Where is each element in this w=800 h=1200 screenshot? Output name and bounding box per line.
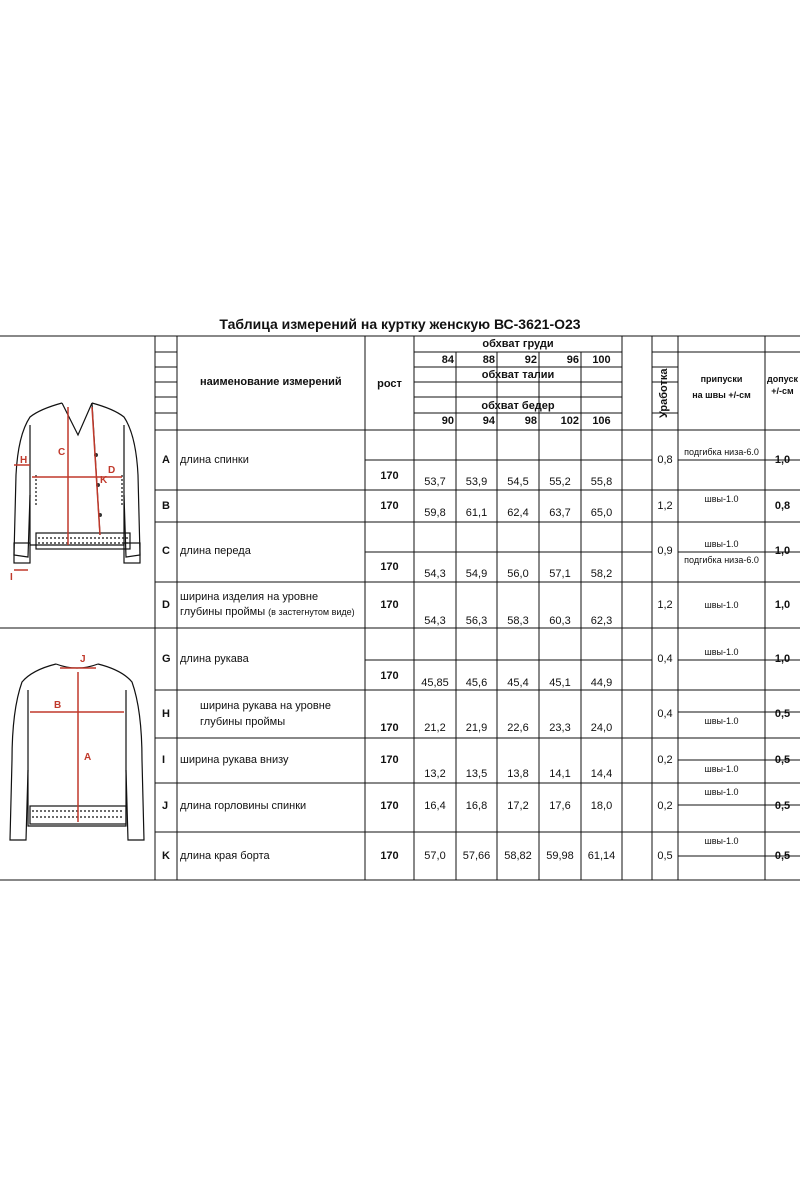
row-shrinkage: 0,4: [657, 653, 673, 665]
value-3: 58,82: [504, 850, 532, 862]
value-2: 16,8: [465, 800, 488, 812]
hip-size-90: 90: [441, 415, 454, 427]
header-shrinkage: Уработка: [658, 368, 670, 418]
value-2: 56,3: [465, 615, 488, 627]
label-B: B: [54, 700, 62, 711]
label-D: D: [108, 465, 116, 476]
row-code: D: [162, 599, 170, 611]
value-1: 53,7: [424, 476, 446, 488]
value-3: 45,4: [507, 677, 529, 689]
value-3: 62,4: [507, 507, 529, 519]
value-2: 21,9: [465, 722, 488, 734]
row-code: C: [162, 545, 170, 557]
header-tolerance-2: +/-см: [771, 386, 794, 396]
value-4: 45,1: [549, 677, 571, 689]
row-height: 170: [380, 470, 399, 482]
row-height: 170: [380, 670, 399, 682]
row-name: длина переда: [180, 545, 251, 557]
value-2: 13,5: [465, 768, 488, 780]
row-tolerance: 0,5: [774, 850, 791, 862]
value-5: 55,8: [590, 476, 613, 488]
label-J: J: [80, 654, 86, 665]
value-5: 24,0: [590, 722, 613, 734]
row-allowance: швы-1.0: [704, 539, 739, 549]
chest-size-88: 88: [482, 354, 495, 366]
row-allowance: швы-1.0: [704, 494, 739, 504]
row-shrinkage: 0,2: [657, 754, 673, 766]
row-tolerance: 0,5: [774, 754, 791, 766]
row-name: длина рукава: [180, 653, 249, 665]
row-height: 170: [380, 850, 399, 862]
value-2: 54,9: [465, 568, 488, 580]
value-2: 45,6: [465, 677, 488, 689]
chest-size-92: 92: [524, 354, 537, 366]
value-5: 65,0: [590, 507, 613, 519]
row-code: K: [162, 850, 170, 862]
value-4: 60,3: [549, 615, 571, 627]
header-hips: обхват бедер: [481, 400, 555, 412]
row-code: H: [162, 708, 170, 720]
row-shrinkage: 0,9: [657, 545, 673, 557]
hip-size-94: 94: [482, 415, 495, 427]
value-1: 54,3: [424, 568, 446, 580]
row-name-2: глубины проймы: [180, 606, 266, 618]
row-shrinkage: 0,8: [657, 454, 673, 466]
row-name-2: глубины проймы: [200, 716, 286, 728]
row-name: длина края борта: [180, 850, 270, 862]
chest-size-84: 84: [441, 354, 454, 366]
value-2: 57,66: [462, 850, 491, 862]
row-shrinkage: 0,4: [657, 708, 673, 720]
chest-size-96: 96: [566, 354, 579, 366]
label-C: C: [58, 447, 66, 458]
row-name: ширина рукава внизу: [180, 754, 289, 766]
label-H: H: [20, 455, 28, 466]
row-tolerance: 0,8: [774, 500, 791, 512]
value-5: 62,3: [590, 615, 613, 627]
row-tolerance: 1,0: [774, 599, 791, 611]
label-A: A: [84, 752, 92, 763]
row-allowance: швы-1.0: [704, 787, 739, 797]
row-name: ширина рукава на уровне: [200, 700, 331, 712]
value-3: 54,5: [507, 476, 529, 488]
row-height: 170: [380, 754, 399, 766]
value-5: 18,0: [590, 800, 613, 812]
row-height: 170: [380, 599, 399, 611]
value-4: 57,1: [549, 568, 571, 580]
value-5: 44,9: [590, 677, 613, 689]
value-3: 56,0: [507, 568, 529, 580]
row-shrinkage: 1,2: [657, 500, 673, 512]
row-name: длина спинки: [180, 454, 249, 466]
row-code: J: [162, 800, 169, 812]
value-2: 61,1: [465, 507, 488, 519]
value-5: 61,14: [587, 850, 616, 862]
value-1: 21,2: [424, 722, 446, 734]
label-I: I: [10, 572, 13, 583]
row-tolerance: 1,0: [774, 545, 791, 557]
header-measurement-name: наименование измерений: [200, 376, 342, 388]
row-allowance: швы-1.0: [704, 836, 739, 846]
hip-size-98: 98: [524, 415, 537, 427]
value-1: 45,85: [421, 677, 449, 689]
value-1: 13,2: [424, 768, 446, 780]
page-title: Таблица измерений на куртку женскую ВС-3621-О23: [219, 316, 581, 332]
value-1: 59,8: [424, 507, 446, 519]
value-4: 63,7: [549, 507, 571, 519]
row-allowance: швы-1.0: [704, 764, 739, 774]
value-3: 17,2: [507, 800, 529, 812]
row-allowance: швы-1.0: [704, 647, 739, 657]
row-tolerance: 1,0: [774, 454, 791, 466]
value-4: 14,1: [549, 768, 571, 780]
row-name-line-2: [180, 606, 355, 619]
header-allowance-1: припуски: [700, 374, 743, 384]
chest-size-100: 100: [592, 354, 611, 366]
value-3: 58,3: [507, 615, 529, 627]
value-2: 53,9: [465, 476, 488, 488]
value-5: 14,4: [590, 768, 613, 780]
row-shrinkage: 1,2: [657, 599, 673, 611]
row-allowance: подгибка низа-6.0: [684, 447, 759, 457]
row-code: I: [162, 754, 166, 766]
back-jacket-sketch: [0, 650, 155, 845]
row-code: G: [162, 653, 171, 665]
value-5: 58,2: [590, 568, 613, 580]
row-name: длина горловины спинки: [180, 800, 307, 812]
header-chest: обхват груди: [482, 338, 554, 350]
row-allowance: швы-1.0: [704, 600, 739, 610]
value-4: 55,2: [549, 476, 571, 488]
value-3: 13,8: [507, 768, 529, 780]
row-height: 170: [380, 500, 399, 512]
header-allowance-2: на швы +/-см: [692, 390, 751, 400]
header-tolerance-1: допуск: [767, 374, 798, 384]
row-shrinkage: 0,2: [657, 800, 673, 812]
row-allowance: швы-1.0: [704, 716, 739, 726]
row-allowance-2: подгибка низа-6.0: [684, 555, 759, 565]
value-1: 57,0: [424, 850, 446, 862]
hip-size-106: 106: [592, 415, 611, 427]
row-tolerance: 1,0: [774, 653, 791, 665]
row-shrinkage: 0,5: [657, 850, 673, 862]
value-4: 17,6: [549, 800, 571, 812]
value-4: 23,3: [549, 722, 571, 734]
value-3: 22,6: [507, 722, 529, 734]
value-1: 54,3: [424, 615, 446, 627]
row-name-note: (в застегнутом виде): [268, 607, 355, 617]
row-tolerance: 0,5: [774, 708, 791, 720]
row-tolerance: 0,5: [774, 800, 791, 812]
row-height: 170: [380, 800, 399, 812]
front-jacket-sketch: [0, 395, 155, 585]
hip-size-102: 102: [560, 415, 579, 427]
row-height: 170: [380, 722, 399, 734]
value-4: 59,98: [546, 850, 574, 862]
row-name: ширина изделия на уровне: [180, 591, 319, 603]
row-code: B: [162, 500, 170, 512]
label-K: K: [100, 475, 108, 486]
value-1: 16,4: [424, 800, 446, 812]
row-code: A: [162, 454, 170, 466]
header-height: рост: [377, 378, 402, 390]
row-height: 170: [380, 561, 399, 573]
header-waist: обхват талии: [481, 369, 555, 381]
